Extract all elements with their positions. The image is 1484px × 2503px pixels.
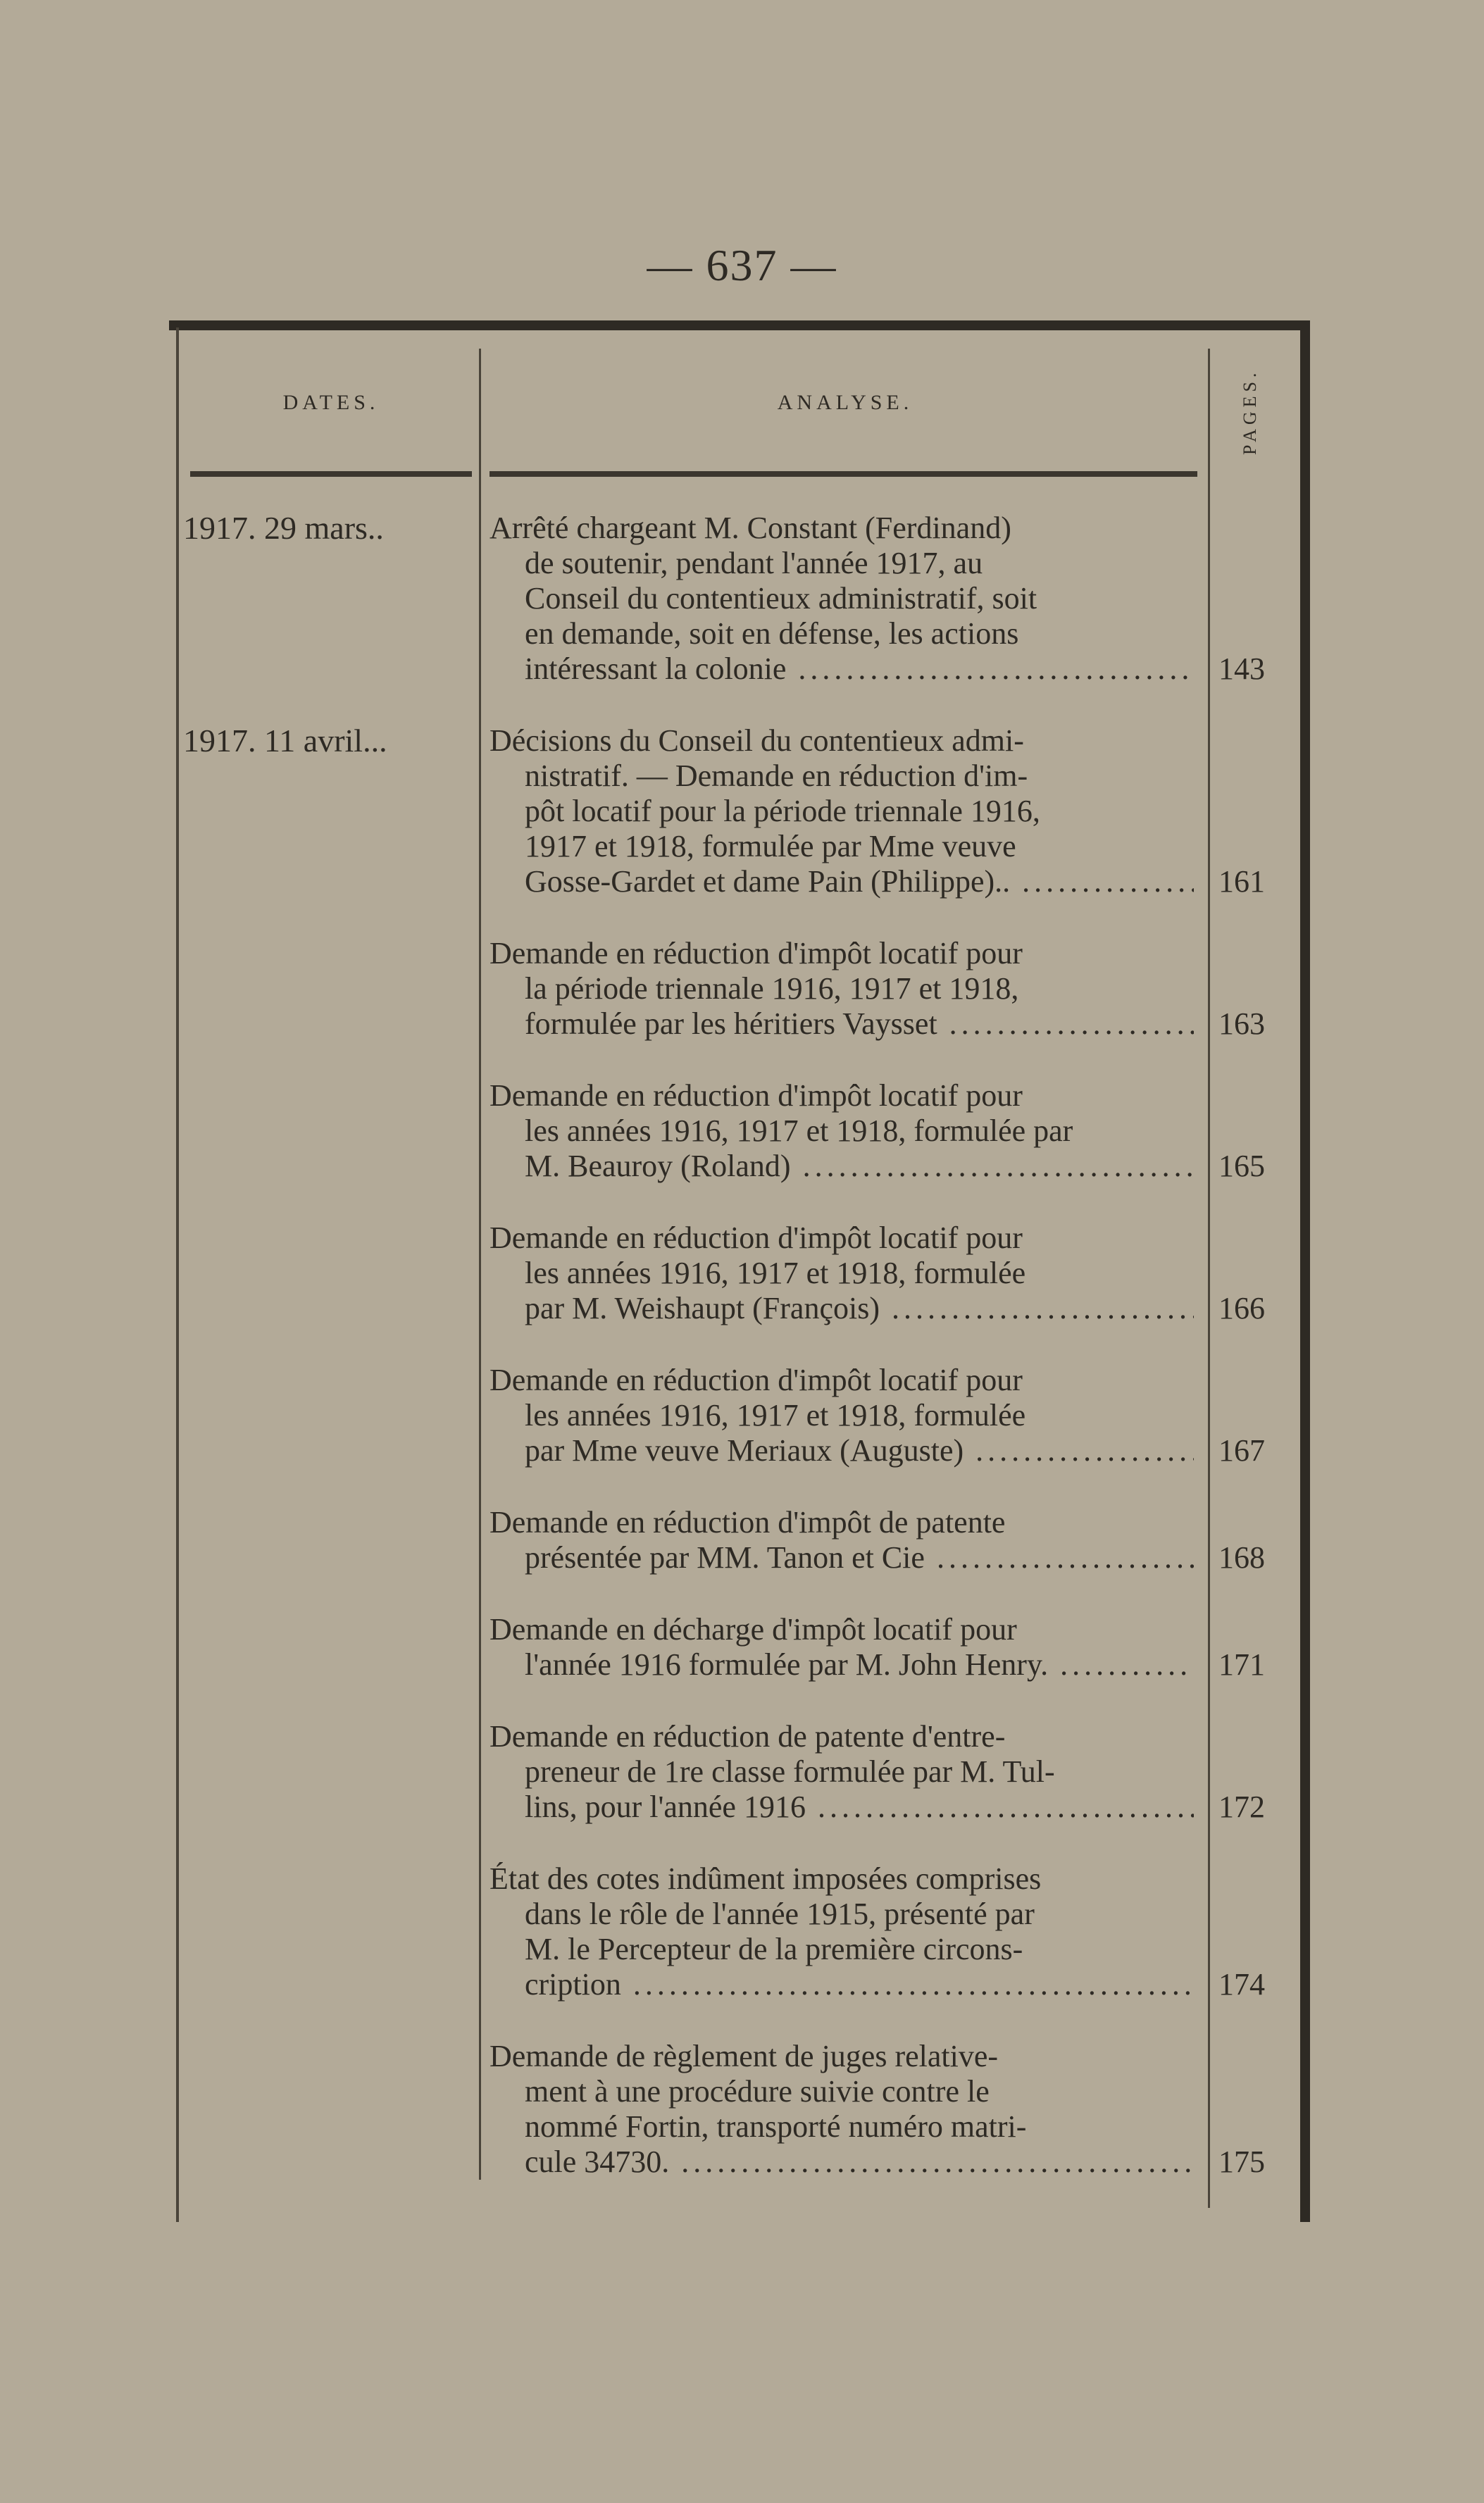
- entry-analysis-line: Arrêté chargeant M. Constant (Ferdinand): [490, 511, 1011, 545]
- entry-analysis: [490, 2039, 1194, 2180]
- entry-row: [169, 1861, 1310, 2002]
- entry-analysis: [490, 1719, 1194, 1825]
- entry-analysis-line: en demande, soit en défense, les actions: [525, 616, 1019, 651]
- entry-analysis-line: formulée par les héritiers Vaysset .....: [490, 1006, 1194, 1042]
- entry-analysis-line: intéressant la colonie .....: [490, 651, 1194, 687]
- entry-row: [169, 1505, 1310, 1575]
- table-top-rule: [169, 320, 1310, 330]
- entry-page-number: 165: [1218, 1149, 1265, 1183]
- entry-analysis: [490, 1221, 1194, 1326]
- entry-page-number: 163: [1218, 1006, 1265, 1041]
- entry-analysis-line: 1917 et 1918, formulée par Mme veuve: [525, 829, 1016, 863]
- header-rule-dates: [190, 471, 472, 477]
- entry-analysis: [490, 936, 1194, 1042]
- entry-page-number: 175: [1218, 2145, 1265, 2179]
- entry-analysis-line: Conseil du contentieux administratif, soit: [525, 581, 1037, 616]
- entry-analysis-line: par M. Weishaupt (François) .....: [490, 1291, 1194, 1326]
- entry-analysis-line: les années 1916, 1917 et 1918, formulée par: [525, 1113, 1073, 1148]
- entry-analysis-line: l'année 1916 formulée par M. John Henry. .....: [490, 1647, 1194, 1683]
- entry-analysis: [490, 1505, 1194, 1575]
- entry-page-number: 168: [1218, 1540, 1265, 1575]
- entry-row: [169, 2039, 1310, 2180]
- entry-page-number: 172: [1218, 1790, 1265, 1824]
- entry-analysis-line: M. le Percepteur de la première circons-: [525, 1932, 1023, 1966]
- entry-analysis-line: présentée par MM. Tanon et Cie .....: [490, 1540, 1194, 1575]
- entry-analysis-line: nommé Fortin, transporté numéro matri-: [525, 2109, 1027, 2144]
- entry-row: [169, 723, 1310, 899]
- entry-analysis-line: la période triennale 1916, 1917 et 1918,: [525, 971, 1019, 1006]
- entry-analysis-line: État des cotes indûment imposées comprises: [490, 1861, 1042, 1896]
- entry-row: [169, 1612, 1310, 1683]
- entry-page-number: 171: [1218, 1647, 1265, 1682]
- entry-analysis-line: Demande en réduction d'impôt de patente: [490, 1505, 1006, 1540]
- entry-analysis-line: les années 1916, 1917 et 1918, formulée: [525, 1256, 1026, 1290]
- header-pages: PAGES.: [1240, 368, 1260, 456]
- entry-page-number: 161: [1218, 864, 1265, 899]
- entry-analysis-line: pôt locatif pour la période triennale 1916,: [525, 794, 1040, 828]
- entry-row: [169, 1363, 1310, 1468]
- entry-analysis: [490, 1612, 1194, 1683]
- entry-analysis-line: par Mme veuve Meriaux (Auguste) .....: [490, 1433, 1194, 1468]
- page-number: — 637 —: [647, 240, 837, 290]
- entry-analysis-line: Gosse-Gardet et dame Pain (Philippe).. .....: [490, 864, 1194, 899]
- entry-analysis: [490, 1078, 1194, 1184]
- header-dates: DATES.: [282, 391, 380, 414]
- entries-list: [169, 511, 1310, 2216]
- entry-page-number: 166: [1218, 1291, 1265, 1325]
- header-rule-analyse: [490, 471, 1197, 477]
- entry-row: [169, 1719, 1310, 1825]
- entry-analysis-line: Demande en décharge d'impôt locatif pour: [490, 1612, 1017, 1647]
- header-analyse: ANALYSE.: [777, 391, 914, 414]
- entry-date: 1917. 29 mars..: [183, 510, 384, 546]
- entry-analysis-line: de soutenir, pendant l'année 1917, au: [525, 546, 983, 580]
- entry-date: 1917. 11 avril...: [183, 723, 387, 759]
- entry-analysis-line: M. Beauroy (Roland) .....: [490, 1149, 1194, 1184]
- entry-analysis-line: Demande en réduction d'impôt locatif pour: [490, 936, 1023, 970]
- entry-page-number: 174: [1218, 1967, 1265, 2002]
- entry-analysis-line: lins, pour l'année 1916 .....: [490, 1790, 1194, 1825]
- entry-analysis-line: preneur de 1re classe formulée par M. Tul-: [525, 1754, 1055, 1789]
- entry-analysis-line: les années 1916, 1917 et 1918, formulée: [525, 1398, 1026, 1432]
- entry-analysis: [490, 511, 1194, 687]
- entry-analysis-line: ment à une procédure suivie contre le: [525, 2074, 990, 2109]
- entry-analysis-line: Décisions du Conseil du contentieux admi-: [490, 723, 1024, 758]
- entry-analysis-line: cription .....: [490, 1967, 1194, 2002]
- entry-analysis-line: Demande en réduction d'impôt locatif pour: [490, 1078, 1023, 1113]
- entry-analysis-line: dans le rôle de l'année 1915, présenté par: [525, 1897, 1035, 1931]
- entry-page-number: 143: [1218, 651, 1265, 686]
- entry-analysis-line: Demande en réduction de patente d'entre-: [490, 1719, 1006, 1754]
- entry-row: [169, 1221, 1310, 1326]
- entry-analysis: [490, 1363, 1194, 1468]
- entry-row: [169, 936, 1310, 1042]
- entry-analysis-line: Demande en réduction d'impôt locatif pour: [490, 1363, 1023, 1397]
- entry-analysis: [490, 1861, 1194, 2002]
- entry-analysis: [490, 723, 1194, 899]
- entry-analysis-line: cule 34730. .....: [490, 2145, 1194, 2180]
- entry-row: [169, 511, 1310, 687]
- entry-analysis-line: Demande de règlement de juges relative-: [490, 2039, 999, 2073]
- entry-row: [169, 1078, 1310, 1184]
- entry-analysis-line: Demande en réduction d'impôt locatif pour: [490, 1221, 1023, 1255]
- entry-analysis-line: nistratif. — Demande en réduction d'im-: [525, 759, 1028, 793]
- entry-page-number: 167: [1218, 1433, 1265, 1468]
- index-table: [169, 320, 1310, 2222]
